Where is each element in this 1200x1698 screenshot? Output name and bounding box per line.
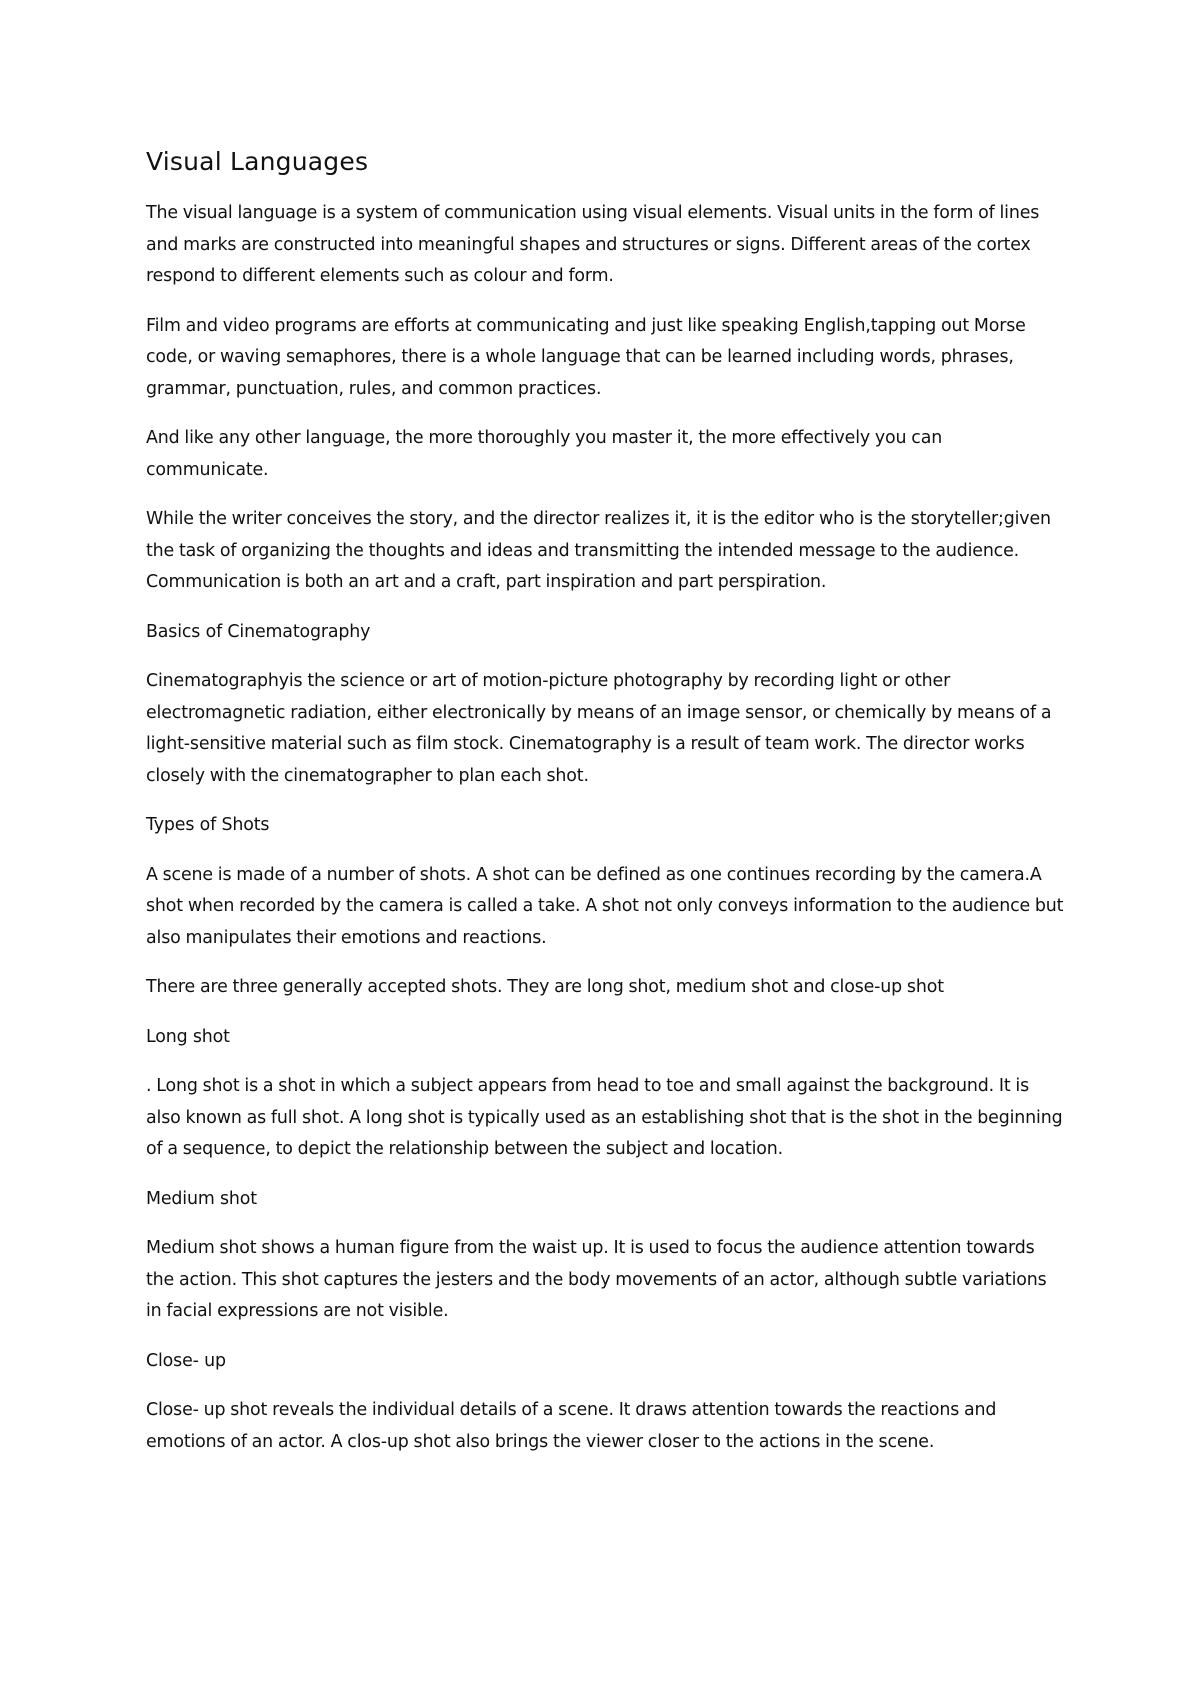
- paragraph-three-shots: There are three generally accepted shots. They are long shot, medium shot and close-up shot: [146, 977, 944, 997]
- heading-types-of-shots: Types of Shots: [146, 815, 270, 835]
- paragraph-editor-storyteller: While the writer conceives the story, and the director realizes it, it is the editor who is the storyteller;given the task of organizing the thoughts and ideas and transmitting the intended message to the audience. Communication is both an art and a craft, part inspiration and part perspiration.: [146, 509, 1051, 592]
- paragraph-long-shot: . Long shot is a shot in which a subject appears from head to toe and small against the background. It is also known as full shot. A long shot is typically used as an establishing shot that is the shot in the beginning of a sequence, to depict the relationship between the subject and location.: [146, 1076, 1063, 1159]
- document-title: Visual Languages: [146, 147, 369, 176]
- heading-long-shot: Long shot: [146, 1026, 230, 1047]
- heading-close-up: Close- up: [146, 1350, 226, 1371]
- document-body: [146, 146, 1066, 1476]
- heading-medium-shot: Medium shot: [146, 1188, 257, 1209]
- paragraph-cinematography-definition: Cinematographyis the science or art of motion-picture photography by recording light or other electromagnetic radiation, either electronically by means of an image sensor, or chemically by means of a light-sensitive material such as film stock. Cinematography is a result of team work. The director works closely with the cinematographer to plan each shot.: [146, 671, 1052, 786]
- paragraph-medium-shot: Medium shot shows a human figure from the waist up. It is used to focus the audience attention towards the action. This shot captures the jesters and the body movements of an actor, although subtle variations in facial expressions are not visible.: [146, 1238, 1047, 1321]
- paragraph-visual-language-definition: The visual language is a system of communication using visual elements. Visual units in the form of lines and marks are constructed into meaningful shapes and structures or signs. Different areas of the cortex respond to different elements such as colour and form.: [146, 203, 1040, 286]
- paragraph-master-language: And like any other language, the more thoroughly you master it, the more effectively you can communicate.: [146, 428, 943, 480]
- paragraph-film-video-language: Film and video programs are efforts at communicating and just like speaking English,tapping out Morse code, or waving semaphores, there is a whole language that can be learned including words, phrases, grammar, punctuation, rules, and common practices.: [146, 315, 1026, 399]
- paragraph-close-up: Close- up shot reveals the individual details of a scene. It draws attention towards the reactions and emotions of an actor. A clos-up shot also brings the viewer closer to the actions in the scene.: [146, 1400, 997, 1452]
- paragraph-scene-shots: A scene is made of a number of shots. A shot can be defined as one continues recording by the camera.A shot when recorded by the camera is called a take. A shot not only conveys information to the audience but also manipulates their emotions and reactions.: [146, 864, 1064, 948]
- heading-basics-of-cinematography: Basics of Cinematography: [146, 621, 371, 642]
